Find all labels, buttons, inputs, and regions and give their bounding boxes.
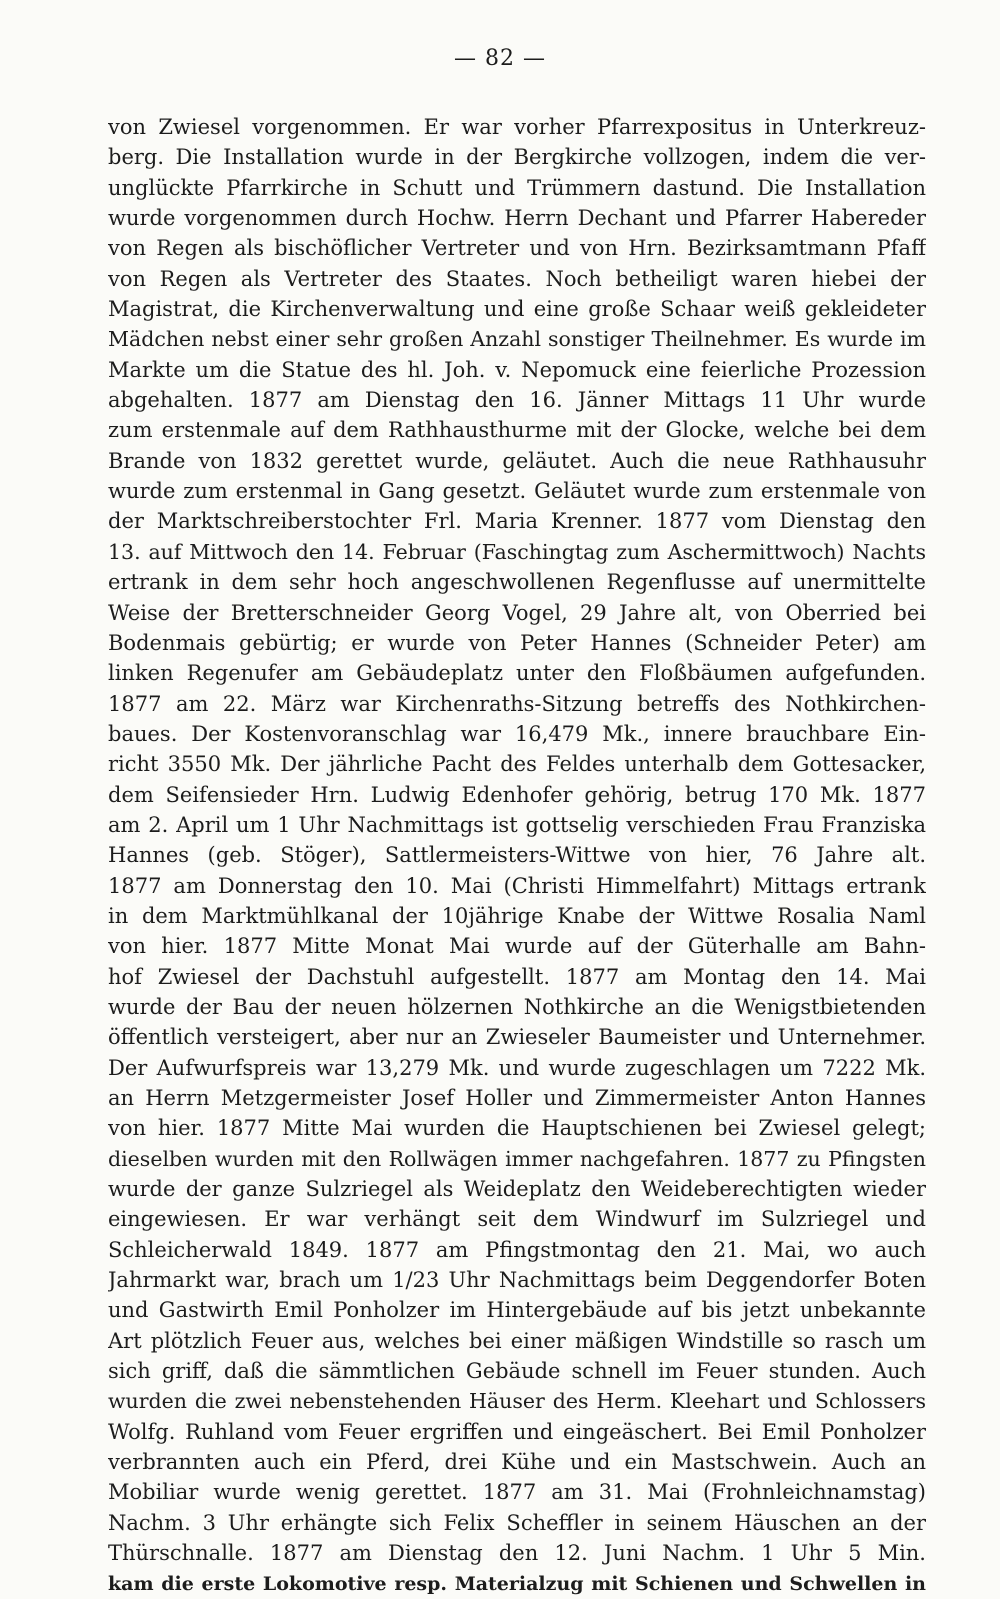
text-line: von Zwiesel vorgenommen. Er war vorher Pfarrexpositus in Unterkreuz- [108,115,926,139]
text-line: hof Zwiesel der Dachstuhl aufgestellt. 1877 am Montag den 14. Mai [108,964,926,989]
page-number: — 82 — [454,46,546,71]
text-line: Schleicherwald 1849. 1877 am Pfingstmontag den 21. Mai, wo auch [108,1237,926,1262]
text-line: wurde vorgenommen durch Hochw. Herrn Dechant und Pfarrer Habereder [108,206,926,231]
text-line: Mädchen nebst einer sehr großen Anzahl sonstiger Theilnehmer. Es wurde im [108,327,926,352]
text-line: zum erstenmale auf dem Rathhausthurme mit der Glocke, welche bei dem [108,418,926,443]
text-line: eingewiesen. Er war verhängt seit dem Windwurf im Sulzriegel und [108,1207,926,1232]
text-line: wurden die zwei nebenstehenden Häuser des Herm. Kleehart und Schlossers [108,1389,926,1414]
text-line: an Herrn Metzgermeister Josef Holler und Zimmermeister Anton Hannes [108,1086,926,1110]
text-line: und Gastwirth Emil Ponholzer im Hintergebäude auf bis jetzt unbekannte [108,1298,926,1323]
text-line: abgehalten. 1877 am Dienstag den 16. Jänner Mittags 11 Uhr wurde [108,388,926,413]
body-text [108,112,926,1599]
text-line: Markte um die Statue des hl. Joh. v. Nepomuck eine feierliche Prozession [108,357,926,382]
text-line: dieselben wurden mit den Rollwägen immer nachgefahren. 1877 zu Pfingsten [108,1146,926,1171]
text-line: öffentlich versteigert, aber nur an Zwieseler Baumeister und Unternehmer. [108,1025,926,1050]
text-line: unglückte Pfarrkirche in Schutt und Trümmern dastund. Die Installation [108,175,926,200]
text-line: 1877 am Donnerstag den 10. Mai (Christi Himmelfahrt) Mittags ertrank [108,873,926,898]
text-line: Der Aufwurfspreis war 13,279 Mk. und wurde zugeschlagen um 7222 Mk. [108,1055,926,1080]
text-line: Jahrmarkt war, brach um 1/23 Uhr Nachmittags beim Deggendorfer Boten [108,1268,926,1293]
text-line: ertrank in dem sehr hoch angeschwollenen Regenflusse auf unermittelte [108,570,926,595]
text-line: Hannes (geb. Stöger), Sattlermeisters-Wittwe von hier, 76 Jahre alt. [108,843,926,868]
text-line: von hier. 1877 Mitte Monat Mai wurde auf der Güterhalle am Bahn- [108,934,926,959]
text-line: 1877 am 22. März war Kirchenraths-Sitzung betreffs des Nothkirchen- [108,691,926,716]
text-line: Bodenmais gebürtig; er wurde von Peter Hannes (Schneider Peter) am [108,630,926,655]
text-line: Nachm. 3 Uhr erhängte sich Felix Scheffler in seinem Häuschen an der [108,1510,926,1535]
text-line: Brande von 1832 gerettet wurde, geläutet. Auch die neue Rathhausuhr [108,448,926,473]
text-line: verbrannten auch ein Pferd, drei Kühe und ein Mastschwein. Auch an [108,1450,926,1475]
text-line: sich griff, daß die sämmtlichen Gebäude schnell im Feuer stunden. Auch [108,1359,926,1384]
text-line: am 2. April um 1 Uhr Nachmittags ist gottselig verschieden Frau Franziska [108,812,926,837]
text-line: 13. auf Mittwoch den 14. Februar (Faschingtag zum Aschermittwoch) Nachts [108,539,926,564]
text-line: wurde zum erstenmal in Gang gesetzt. Geläutet wurde zum erstenmale von [108,479,926,504]
text-line: der Marktschreiberstochter Frl. Maria Krenner. 1877 vom Dienstag den [108,509,926,534]
text-line: wurde der Bau der neuen hölzernen Nothkirche an die Wenigstbietenden [108,994,926,1019]
text-line: Magistrat, die Kirchenverwaltung und eine große Schaar weiß gekleideter [108,297,926,322]
text-line: berg. Die Installation wurde in der Bergkirche vollzogen, indem die ver- [108,145,926,170]
text-line: wurde der ganze Sulzriegel als Weideplatz den Weideberechtigten wieder [108,1177,926,1202]
text-line: von Regen als Vertreter des Staates. Noch betheiligt waren hiebei der [108,266,926,291]
text-line: kam die erste Lokomotive resp. Materialzug mit Schienen und Schwellen in [108,1572,926,1595]
text-line: von Regen als bischöflicher Vertreter und von Hrn. Bezirksamtmann Pfaff [108,236,926,261]
text-line: Thürschnalle. 1877 am Dienstag den 12. Juni Nachm. 1 Uhr 5 Min. [108,1541,926,1566]
text-line: von hier. 1877 Mitte Mai wurden die Hauptschienen bei Zwiesel gelegt; [108,1116,926,1141]
text-line: in dem Marktmühlkanal der 10jährige Knabe der Wittwe Rosalia Naml [108,903,926,928]
text-line: Art plötzlich Feuer aus, welches bei einer mäßigen Windstille so rasch um [108,1328,926,1353]
text-line: Mobiliar wurde wenig gerettet. 1877 am 31. Mai (Frohnleichnamstag) [108,1480,926,1505]
text-line: linken Regenufer am Gebäudeplatz unter den Floßbäumen aufgefunden. [108,661,926,686]
text-line: Wolfg. Ruhland vom Feuer ergriffen und eingeäschert. Bei Emil Ponholzer [108,1419,926,1444]
text-line: dem Seifensieder Hrn. Ludwig Edenhofer gehörig, betrug 170 Mk. 1877 [108,782,926,807]
text-line: richt 3550 Mk. Der jährliche Pacht des Feldes unterhalb dem Gottesacker, [108,752,926,777]
text-line: Weise der Bretterschneider Georg Vogel, 29 Jahre alt, von Oberried bei [108,600,926,625]
text-line: baues. Der Kostenvoranschlag war 16,479 Mk., innere brauchbare Ein- [108,721,926,746]
